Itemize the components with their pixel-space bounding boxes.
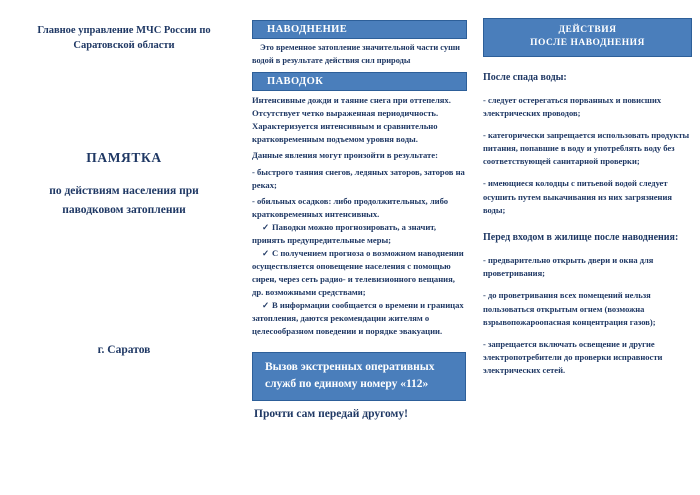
page-title: ПАМЯТКА [86, 149, 162, 165]
left-panel [0, 0, 248, 495]
checklist-item-text: Паводки можно прогнозировать, а значит, принять предупредительные меры; [252, 221, 437, 245]
checklist-item [252, 299, 467, 338]
after-water-item: - следует остерегаться порванных и повисших электрических проводов; [483, 94, 662, 118]
right-panel [473, 0, 700, 495]
flood-definition: Это временное затопление значительной части суши водой в результате действия сил природы [252, 43, 460, 65]
check-icon: ✓ [262, 300, 270, 311]
before-entry-item: - запрещается включать освещение и другие электропотребители до проверки исправности электрических сетей. [483, 338, 663, 376]
checklist-item [252, 221, 467, 247]
check-icon: ✓ [262, 247, 270, 258]
freshet-definition: Интенсивные дожди и таяние снега при оттепелях. Отсутствует четко выраженная периодичность. Характеризуется интенсивным и сравнительно кратковременным подъемом уровня воды. [252, 95, 451, 145]
subsection-title-after-water: После спада воды: [483, 71, 567, 83]
checklist-item-text: С получением прогноза о возможном наводнении осуществляется оповещение населения с помощью сирен, через сеть радио- и телевизионного вещания, др. возможными средствами; [252, 247, 464, 298]
causes-intro: Данные явления могут произойти в результате: [252, 150, 438, 161]
emergency-number-callout: Вызов экстренных оперативных служб по единому номеру «112» [252, 352, 466, 401]
cause-item: - быстрого таяния снегов, ледяных заторов, заторов на реках; [252, 166, 465, 190]
section-header-flood: НАВОДНЕНИЕ [252, 20, 467, 39]
section-header-freshet: ПАВОДОК [252, 72, 467, 91]
check-icon: ✓ [262, 221, 270, 232]
subsection-title-before-entry: Перед входом в жилище после наводнения: [483, 232, 679, 243]
organization-title: Главное управление МЧС России по Саратовской области [37, 25, 211, 51]
checklist-item-text: В информации сообщается о времени и границах затопления, даются рекомендации жителям о целесообразном поведении и порядке эвакуации. [252, 300, 464, 337]
after-water-item: - категорически запрещается использовать продукты питания, попавшие в воду и употреблять воду без соответствующей санитарной проверки; [483, 129, 690, 167]
page-subtitle: по действиям населения при паводковом затоплении [49, 184, 199, 216]
section-header-after-flood [483, 18, 692, 57]
checklist-item [252, 247, 467, 299]
before-entry-item: - до проветривания всех помещений нельзя пользоваться открытым огнем (возможна взрывопожароопасная концентрация газов); [483, 290, 656, 327]
cause-item: - обильных осадков: либо продолжительных, либо кратковременных интенсивных. [252, 195, 449, 219]
after-flood-header-line1: ДЕЙСТВИЯ [558, 25, 617, 35]
city-label: г. Саратов [97, 343, 151, 356]
pass-on-message: Прочти сам передай другому! [254, 408, 408, 421]
middle-panel [248, 0, 473, 495]
after-water-item: - имеющиеся колодцы с питьевой водой следует осушить путем выкачивания из них загрязнения воды; [483, 178, 672, 215]
after-flood-header-line2: ПОСЛЕ НАВОДНЕНИЯ [530, 37, 645, 48]
before-entry-item: - предварительно открыть двери и окна для проветривания; [483, 255, 654, 279]
